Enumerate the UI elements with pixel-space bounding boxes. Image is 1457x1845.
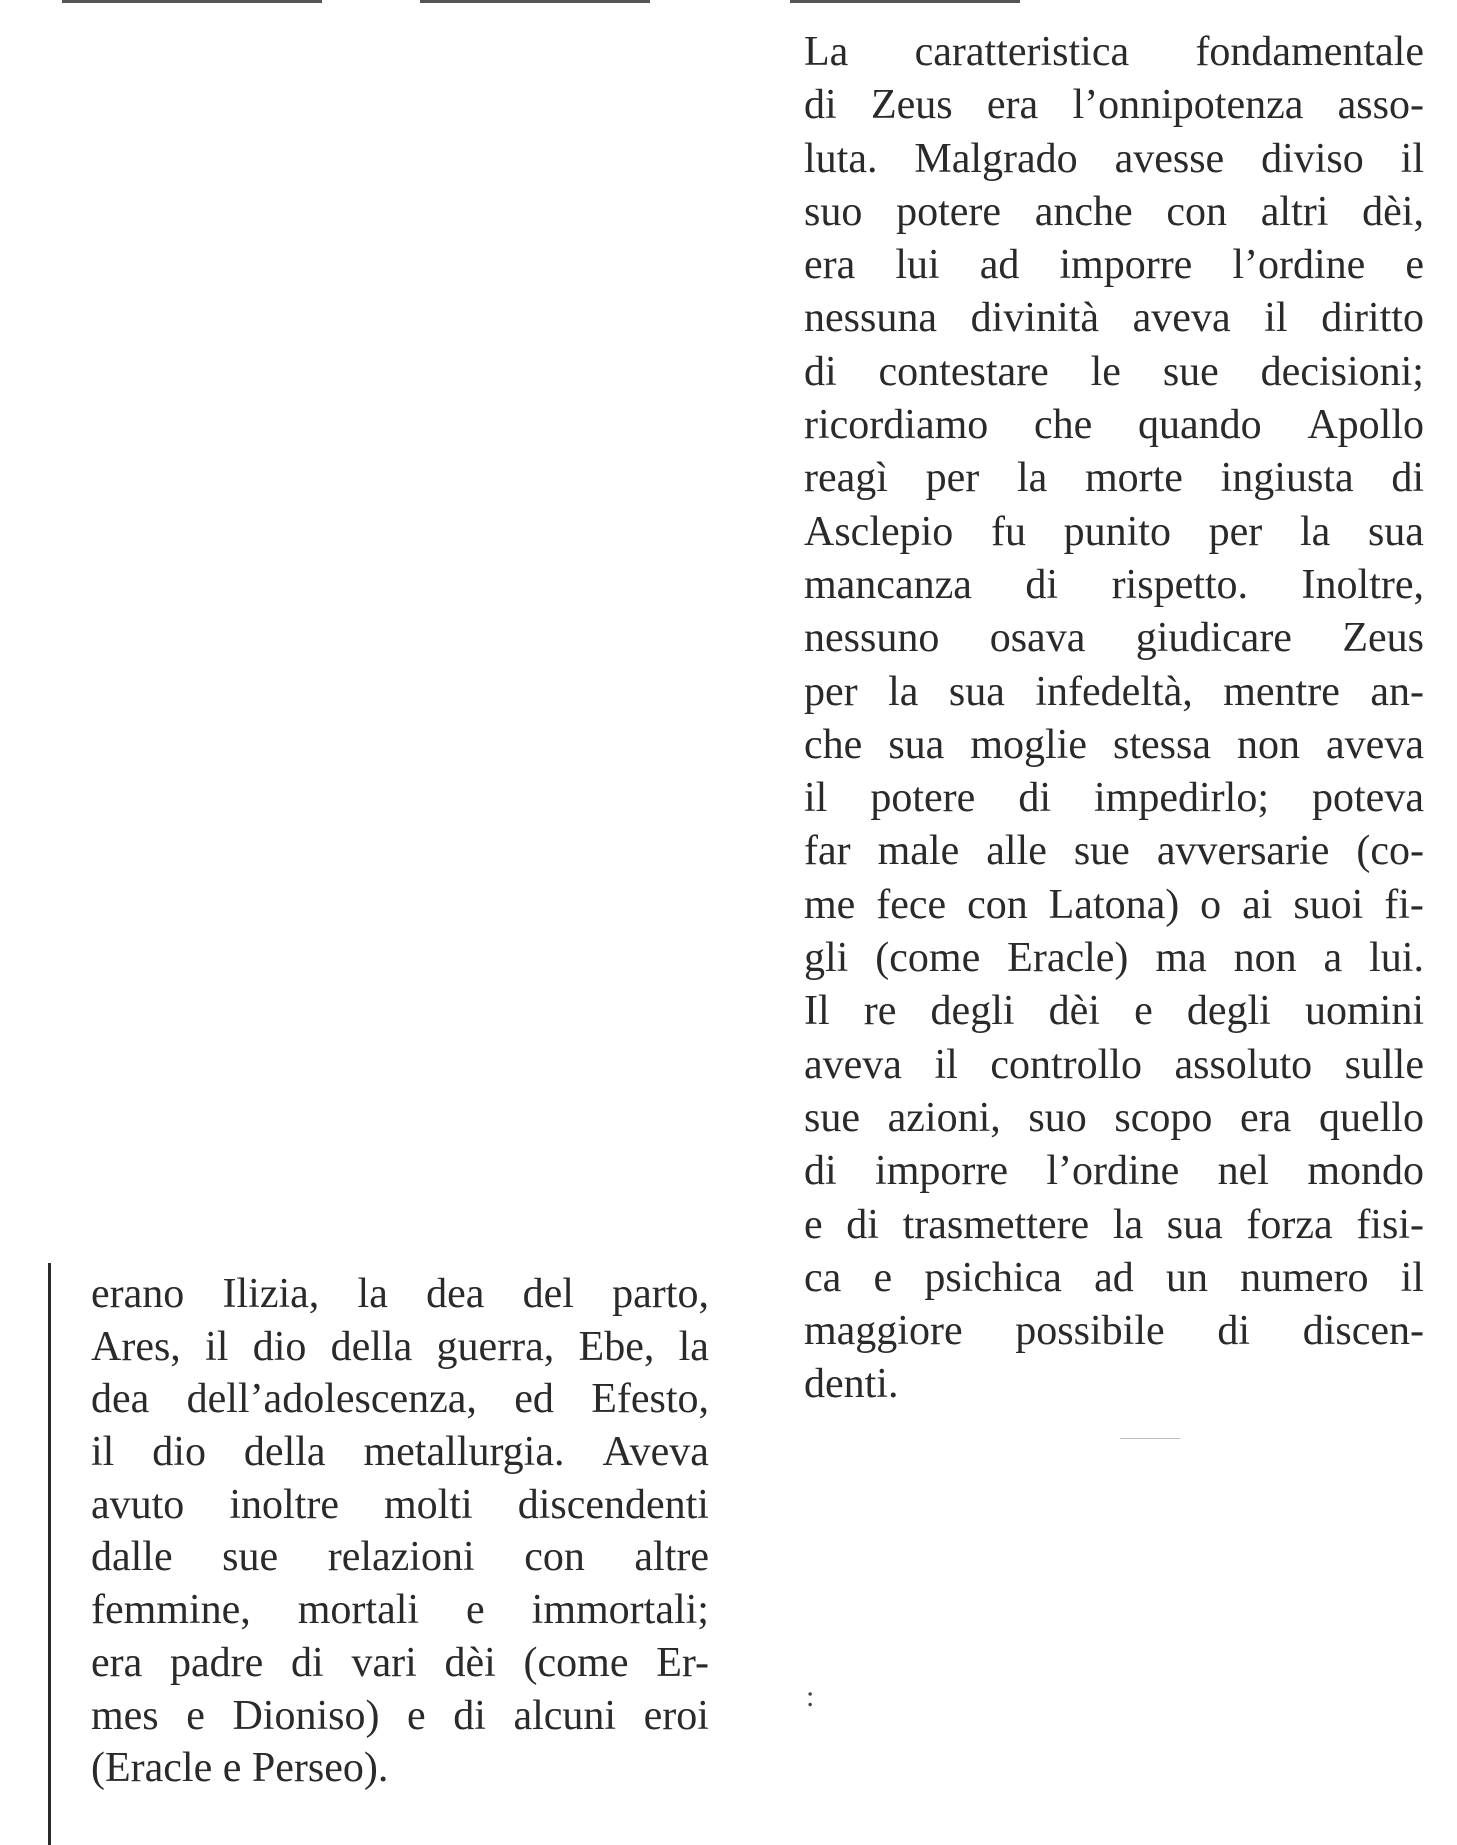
text-line: il dio della metallurgia. Aveva [91,1429,709,1476]
text-line: Il re degli dèi e degli uomini [804,988,1424,1035]
text-line: mes e Dioniso) e di alcuni eroi [91,1692,709,1739]
text-line: Asclepio fu punito per la sua [804,508,1424,555]
text-line: (Eracle e Perseo). [91,1745,389,1792]
decorative-rule [1120,1438,1180,1439]
text-line: mancanza di rispetto. Inoltre, [804,561,1424,608]
margin-bar [48,1263,51,1845]
text-line: far male alle sue avversarie (co- [804,828,1424,875]
text-line: aveva il controllo assoluto sulle [804,1041,1424,1088]
text-line: Ares, il dio della guerra, Ebe, la [91,1323,709,1370]
text-line: nessuna divinità aveva il diritto [804,295,1424,342]
text-line: ca e psichica ad un numero il [804,1254,1424,1301]
stray-mark: : [806,1680,815,1713]
text-line: per la sua infedeltà, mentre an- [804,668,1424,715]
text-line: che sua moglie stessa non aveva [804,721,1424,768]
left-text-column [91,1268,709,1795]
text-line: gli (come Eracle) ma non a lui. [804,935,1424,982]
text-line: maggiore possibile di discen- [804,1308,1424,1355]
text-line: femmine, mortali e immortali; [91,1587,709,1634]
top-rule [790,0,1020,3]
text-line: sue azioni, suo scopo era quello [804,1094,1424,1141]
top-rule [62,0,322,3]
top-rule [420,0,650,3]
text-line: avuto inoltre molti discendenti [91,1481,709,1528]
text-line: di contestare le sue decisioni; [804,348,1424,395]
text-line: suo potere anche con altri dèi, [804,188,1424,235]
text-line: era padre di vari dèi (come Er- [91,1639,709,1686]
text-line: luta. Malgrado avesse diviso il [804,135,1424,182]
text-line: ricordiamo che quando Apollo [804,402,1424,449]
text-line: di Zeus era l’onnipotenza asso- [804,82,1424,129]
text-line: me fece con Latona) o ai suoi fi- [804,881,1424,928]
right-text-column [804,26,1424,1412]
text-line: il potere di impedirlo; poteva [804,775,1424,822]
text-line: erano Ilizia, la dea del parto, [91,1271,709,1317]
text-line: e di trasmettere la sua forza fisi- [804,1201,1424,1248]
text-line: reagì per la morte ingiusta di [804,455,1424,502]
text-line: di imporre l’ordine nel mondo [804,1148,1424,1195]
text-line: denti. [804,1361,899,1408]
text-line: nessuno osava giudicare Zeus [804,615,1424,662]
text-line: La caratteristica fondamentale [804,29,1424,75]
text-line: dea dell’adolescenza, ed Efesto, [91,1376,709,1423]
text-line: dalle sue relazioni con altre [91,1534,709,1581]
text-line: era lui ad imporre l’ordine e [804,242,1424,289]
